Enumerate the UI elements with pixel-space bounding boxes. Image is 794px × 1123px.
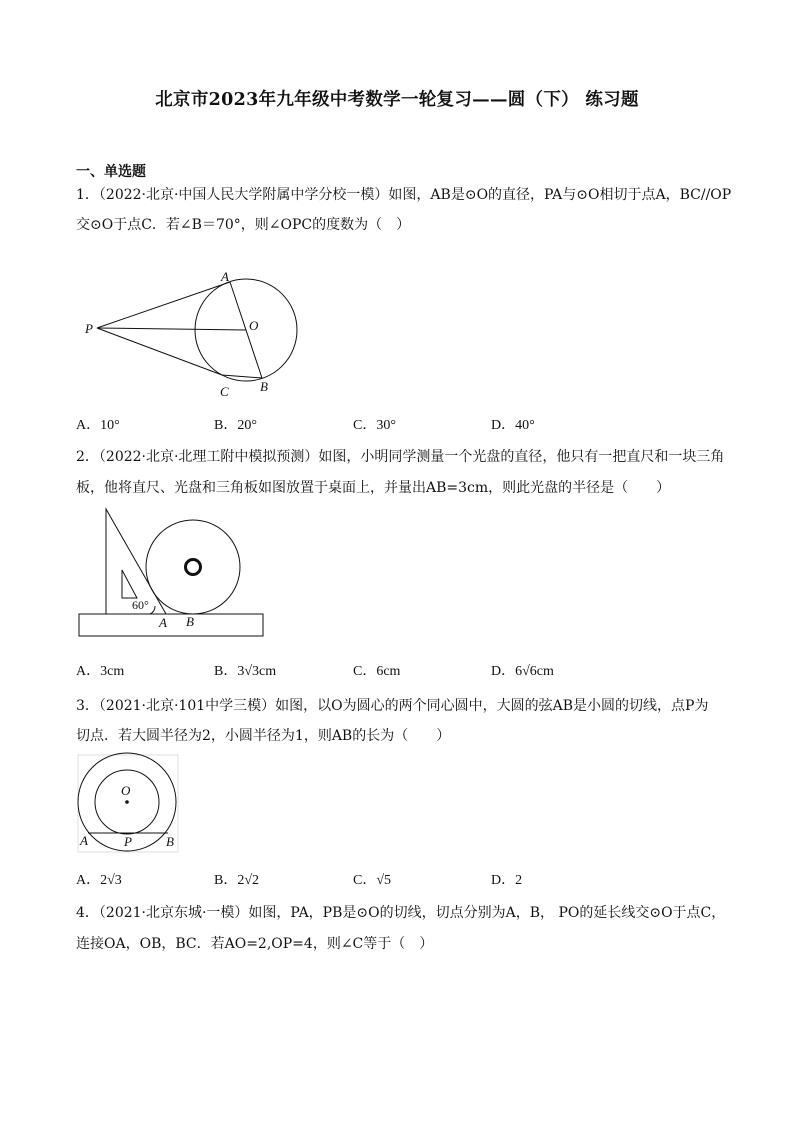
question-4-line-2: 连接OA，OB，BC．若AO=2,OP=4，则∠C等于（ ） xyxy=(76,936,434,952)
q1-label-b: B xyxy=(260,379,268,394)
question-1-line-2: 交⊙O于点C．若∠B＝70°，则∠OPC的度数为（ ） xyxy=(76,217,411,233)
question-2-line-2: 板，他将直尺、光盘和三角板如图放置于桌面上，并量出AB=3cm，则此光盘的半径是（ ） xyxy=(76,480,671,496)
question-3-line-1: 3．（2021·北京·101中学三模）如图，以O为圆心的两个同心圆中，大圆的弦AB是小圆的切线，点P为 xyxy=(76,698,709,714)
question-3-option-c: C．√5 xyxy=(353,873,392,888)
q3-label-o: O xyxy=(121,783,131,798)
q1-label-o: O xyxy=(249,318,259,333)
q3-label-p: P xyxy=(124,834,132,849)
question-4-line-1: 4．（2021·北京东城·一模）如图，PA，PB是⊙O的切线，切点分别为A，B， PO的延长线交⊙O于点C， xyxy=(76,905,726,921)
question-2-option-d: D．6√6cm xyxy=(491,664,554,679)
question-2-option-c: C．6cm xyxy=(353,664,401,679)
question-1-option-c: C．30° xyxy=(353,418,396,433)
page-title: 北京市2023年九年级中考数学一轮复习——圆（下） 练习题 xyxy=(155,90,639,110)
q1-label-a: A xyxy=(221,269,229,284)
question-2-option-a: A．3cm xyxy=(76,664,125,679)
question-1-option-d: D．40° xyxy=(491,418,535,433)
question-2-line-1: 2．（2022·北京·北理工附中模拟预测）如图，小明同学测量一个光盘的直径，他只有一把直尺和一块三角 xyxy=(76,449,725,465)
q2-angle-label: 60° xyxy=(132,598,149,612)
q2-label-b: B xyxy=(186,614,194,629)
question-1-option-a: A．10° xyxy=(76,418,120,433)
q1-label-p: P xyxy=(85,321,93,336)
q3-label-a: A xyxy=(80,833,88,848)
question-3-option-d: D．2 xyxy=(491,873,523,888)
question-2-option-b: B．3√3cm xyxy=(214,664,277,679)
section-heading: 一、单选题 xyxy=(76,164,146,180)
question-3-option-b: B．2√2 xyxy=(214,873,260,888)
question-3-line-2: 切点．若大圆半径为2，小圆半径为1，则AB的长为（ ） xyxy=(76,728,451,744)
q1-label-c: C xyxy=(220,384,229,399)
question-1-line-1: 1．（2022·北京·中国人民大学附属中学分校一模）如图，AB是⊙O的直径，PA与⊙O相切于点A，BC//OP xyxy=(76,187,732,203)
q3-label-b: B xyxy=(166,834,174,849)
question-3-option-a: A．2√3 xyxy=(76,873,122,888)
q2-label-a: A xyxy=(159,615,167,630)
question-1-option-b: B．20° xyxy=(214,418,257,433)
q3-center-dot xyxy=(125,800,129,804)
